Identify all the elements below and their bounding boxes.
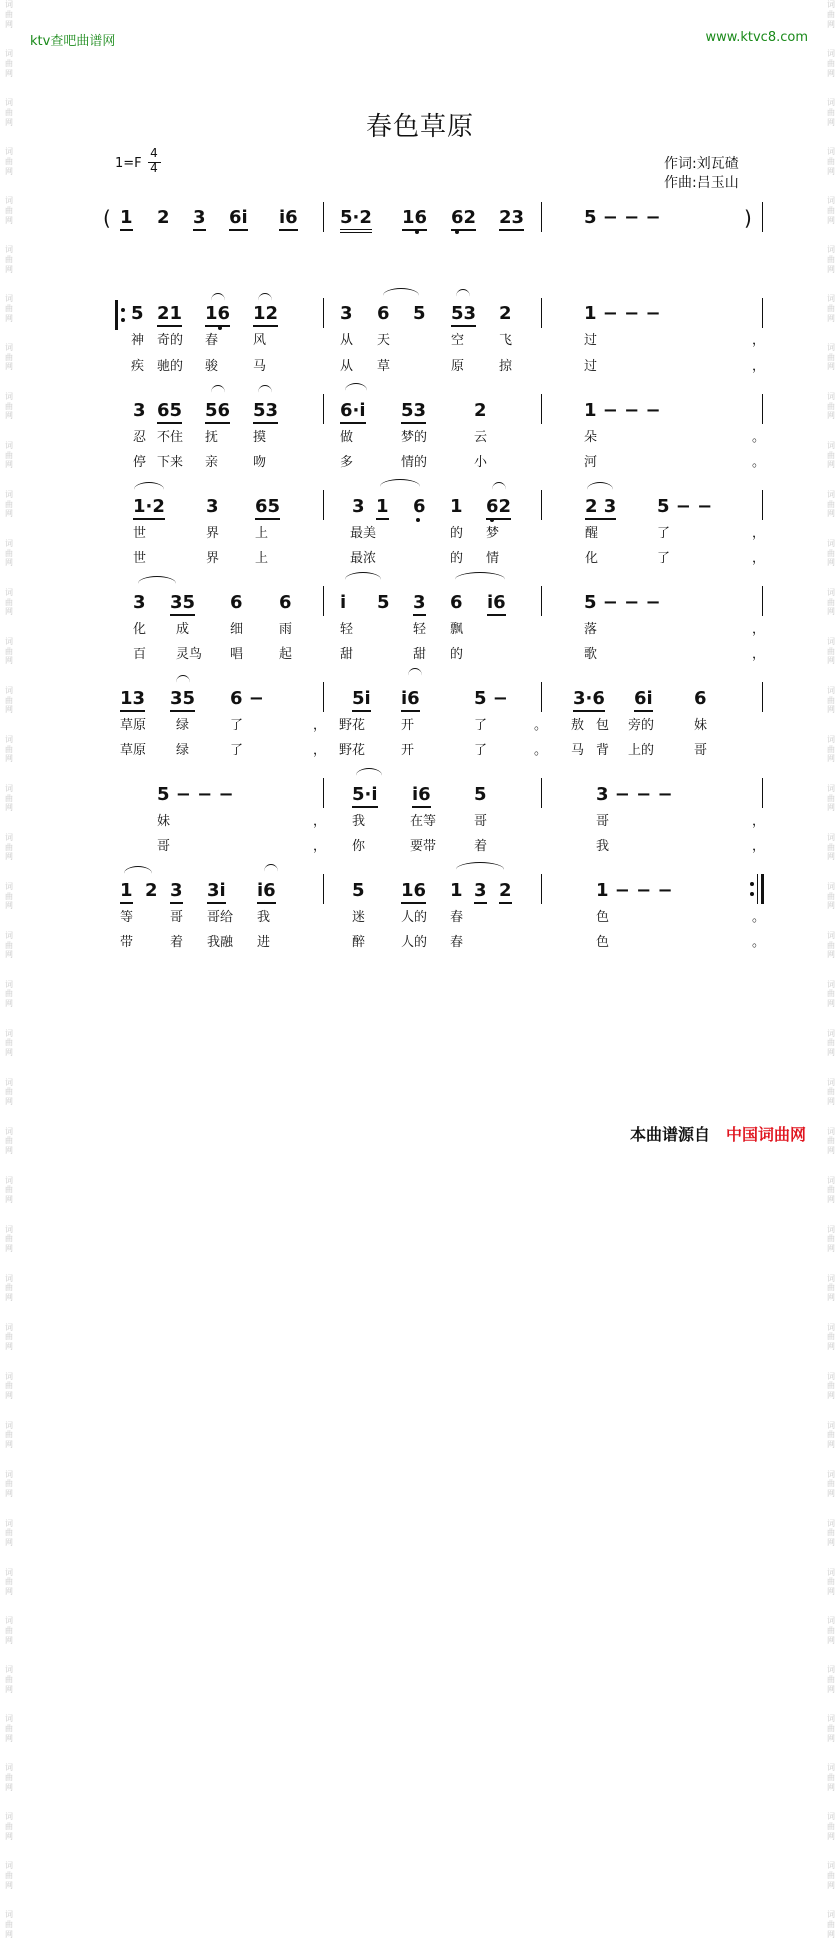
lyric: 野花 bbox=[339, 743, 366, 758]
note: 3i bbox=[207, 880, 226, 904]
lyric: 色 bbox=[596, 935, 610, 950]
note: 21 bbox=[157, 303, 182, 327]
lyric: 着 bbox=[170, 935, 184, 950]
header-site-url[interactable]: www.ktvc8.com bbox=[705, 30, 808, 45]
note: 5·i bbox=[352, 784, 378, 808]
note: 5 bbox=[131, 303, 144, 324]
lyric: 吻 bbox=[253, 455, 267, 470]
lyric: 等 bbox=[120, 910, 134, 925]
note: 62 bbox=[451, 207, 476, 231]
lyric: 飞 bbox=[499, 333, 513, 348]
note: 3 bbox=[413, 592, 426, 616]
lyric: 百 bbox=[133, 647, 147, 662]
lyric: 起 bbox=[279, 647, 293, 662]
lyric: 醉 bbox=[352, 935, 366, 950]
barline bbox=[541, 202, 542, 232]
lyric: 雨 bbox=[279, 622, 293, 637]
lyric: 界 bbox=[206, 551, 220, 566]
lyric: 春 bbox=[205, 333, 219, 348]
barline bbox=[541, 394, 542, 424]
lyric: 春 bbox=[450, 910, 464, 925]
lyric: 忍 bbox=[133, 430, 147, 445]
note: 6i bbox=[229, 207, 248, 231]
barline bbox=[323, 490, 324, 520]
lyric: 驰的 bbox=[157, 359, 184, 374]
lyric: 情 bbox=[486, 551, 500, 566]
lyric: 敖 bbox=[571, 718, 585, 733]
note: 5 − − − bbox=[584, 592, 661, 613]
lyric: 我融 bbox=[207, 935, 234, 950]
key-signature: 1=F bbox=[115, 156, 142, 171]
lyric: 世 bbox=[133, 551, 147, 566]
lyric: 界 bbox=[206, 526, 220, 541]
lyric: 奇的 bbox=[157, 333, 184, 348]
lyric: 。 bbox=[752, 935, 766, 950]
note: 62 bbox=[486, 496, 511, 520]
lyric: 。 bbox=[534, 718, 548, 733]
lyric: 了 bbox=[474, 743, 488, 758]
note: 6i bbox=[634, 688, 653, 712]
note: 5 bbox=[352, 880, 365, 901]
lyric: 马 bbox=[253, 359, 267, 374]
note: i bbox=[340, 592, 347, 613]
lyric: 骏 bbox=[205, 359, 219, 374]
lyric: 人的 bbox=[401, 910, 428, 925]
note: 1 − − − bbox=[596, 880, 673, 901]
note: 65 bbox=[255, 496, 280, 520]
lyric: ， bbox=[752, 647, 766, 662]
lyric: 。 bbox=[752, 455, 766, 470]
lyric: 哥 bbox=[694, 743, 708, 758]
lyric: 醒 bbox=[585, 526, 599, 541]
lyric: 下来 bbox=[157, 455, 184, 470]
note: 6 bbox=[279, 592, 292, 613]
note: 3 − − − bbox=[596, 784, 673, 805]
barline bbox=[762, 682, 763, 712]
note: 2 bbox=[499, 303, 512, 324]
lyric: 化 bbox=[585, 551, 599, 566]
note: i6 bbox=[487, 592, 506, 616]
lyric: 甜 bbox=[340, 647, 354, 662]
lyric: 草 bbox=[377, 359, 391, 374]
lyric: 梦的 bbox=[401, 430, 428, 445]
lyric: 了 bbox=[230, 743, 244, 758]
note: 3 bbox=[206, 496, 219, 517]
lyric: 云 bbox=[474, 430, 488, 445]
note: 3 bbox=[340, 303, 353, 324]
open-paren: ( bbox=[103, 206, 111, 230]
lyric: 梦 bbox=[486, 526, 500, 541]
lyric: 过 bbox=[584, 333, 598, 348]
lyric: 的 bbox=[450, 551, 464, 566]
lyric: 轻 bbox=[340, 622, 354, 637]
lyric: 开 bbox=[401, 718, 415, 733]
lyric: 。 bbox=[752, 910, 766, 925]
note: 5i bbox=[352, 688, 371, 712]
barline bbox=[541, 778, 542, 808]
lyric: 摸 bbox=[253, 430, 267, 445]
barline bbox=[541, 874, 542, 904]
lyric: 落 bbox=[584, 622, 598, 637]
note: 2 bbox=[157, 207, 170, 228]
lyric: 旁的 bbox=[628, 718, 655, 733]
lyric: 带 bbox=[120, 935, 134, 950]
lyric: 不住 bbox=[157, 430, 184, 445]
note: 2 bbox=[499, 880, 512, 904]
barline bbox=[762, 298, 763, 328]
note: 16 bbox=[401, 880, 426, 904]
lyric: ， bbox=[752, 839, 766, 854]
lyric: 空 bbox=[451, 333, 465, 348]
lyric: 绿 bbox=[176, 743, 190, 758]
lyric: ， bbox=[752, 814, 766, 829]
time-signature-bottom: 4 bbox=[150, 161, 158, 175]
lyric: 哥给 bbox=[207, 910, 234, 925]
note: 6 bbox=[450, 592, 463, 613]
lyric: 轻 bbox=[413, 622, 427, 637]
lyric: 我 bbox=[596, 839, 610, 854]
barline bbox=[323, 778, 324, 808]
lyric: 草原 bbox=[120, 743, 147, 758]
lyric: 灵鸟 bbox=[176, 647, 203, 662]
note: 5 − − bbox=[657, 496, 713, 517]
note: 5·2 bbox=[340, 207, 372, 233]
lyric: 了 bbox=[230, 718, 244, 733]
barline bbox=[541, 298, 542, 328]
lyric: 上 bbox=[255, 526, 269, 541]
note: i6 bbox=[401, 688, 420, 712]
lyric: 妹 bbox=[694, 718, 708, 733]
lyric: 野花 bbox=[339, 718, 366, 733]
note: 56 bbox=[205, 400, 230, 424]
right-watermark: 词 曲 网 词 曲 网 词 曲 网 词 曲 网 词 曲 网 词 曲 网 词 曲 网 词 曲 网 词 曲 网 词 曲 网 词 曲 网 词 曲 网 词 曲 网 词 曲 网 词 曲 网 词 曲 网 词 曲 网 词 曲 网 词 曲 网 词 曲 网 词 曲 网 词 曲 网 词 曲 网 词 曲 网 词 曲 网 词 曲 网 词 曲 网 词 曲 网 词 曲 网 词 曲 网 词 曲 网 词 曲 网 词 曲 网 词 曲 网 词 曲 网 词 曲 网 词 曲 网 词 曲 网 词 曲 网 词 曲 网 bbox=[827, 0, 835, 1939]
lyric: 成 bbox=[176, 622, 190, 637]
song-title: 春色草原 bbox=[365, 112, 474, 142]
lyric: 情的 bbox=[401, 455, 428, 470]
lyric: 歌 bbox=[584, 647, 598, 662]
lyric: ， bbox=[313, 839, 327, 854]
note: 2 bbox=[145, 880, 158, 901]
left-watermark: 词 曲 网 词 曲 网 词 曲 网 词 曲 网 词 曲 网 词 曲 网 词 曲 网 词 曲 网 词 曲 网 词 曲 网 词 曲 网 词 曲 网 词 曲 网 词 曲 网 词 曲 网 词 曲 网 词 曲 网 词 曲 网 词 曲 网 词 曲 网 词 曲 网 词 曲 网 词 曲 网 词 曲 网 词 曲 网 词 曲 网 词 曲 网 词 曲 网 词 曲 网 词 曲 网 词 曲 网 词 曲 网 词 曲 网 词 曲 网 词 曲 网 词 曲 网 词 曲 网 词 曲 网 词 曲 网 词 曲 网 bbox=[5, 0, 13, 1939]
lyric: 掠 bbox=[499, 359, 513, 374]
barline bbox=[762, 490, 763, 520]
lyric: 天 bbox=[377, 333, 391, 348]
note: 5 − − − bbox=[157, 784, 234, 805]
lyric: ， bbox=[752, 359, 766, 374]
lyric: 开 bbox=[401, 743, 415, 758]
lyric: ， bbox=[313, 814, 327, 829]
lyric: 亲 bbox=[205, 455, 219, 470]
lyric: 草原 bbox=[120, 718, 147, 733]
lyric: 原 bbox=[451, 359, 465, 374]
note: 3 bbox=[193, 207, 206, 231]
lyric: 疾 bbox=[131, 359, 145, 374]
lyric: 抚 bbox=[205, 430, 219, 445]
lyric: ， bbox=[313, 718, 327, 733]
lyric: ， bbox=[752, 551, 766, 566]
lyric: 进 bbox=[257, 935, 271, 950]
lyric: ， bbox=[752, 526, 766, 541]
footer-source bbox=[630, 1122, 806, 1145]
barline bbox=[323, 586, 324, 616]
lyric: 的 bbox=[450, 647, 464, 662]
barline bbox=[323, 394, 324, 424]
barline-end bbox=[762, 202, 763, 232]
lyric: ， bbox=[752, 333, 766, 348]
lyric: 朵 bbox=[584, 430, 598, 445]
barline bbox=[541, 682, 542, 712]
note: 13 bbox=[120, 688, 145, 712]
lyric: 化 bbox=[133, 622, 147, 637]
barline bbox=[762, 586, 763, 616]
note: 1 bbox=[120, 207, 133, 231]
lyric: 河 bbox=[584, 455, 598, 470]
barline bbox=[323, 682, 324, 712]
note: 16 bbox=[205, 303, 230, 327]
lyric: 在等 bbox=[410, 814, 437, 829]
lyric: 马 bbox=[571, 743, 585, 758]
note: 23 bbox=[499, 207, 524, 231]
lyric: 唱 bbox=[230, 647, 244, 662]
note: 5 − − − bbox=[584, 207, 661, 228]
lyric: 了 bbox=[474, 718, 488, 733]
lyric: 上的 bbox=[628, 743, 655, 758]
lyricist-credit: 作词:刘瓦碴 bbox=[664, 156, 739, 172]
lyric: 最浓 bbox=[350, 551, 377, 566]
lyric: 风 bbox=[253, 333, 267, 348]
note: 3 bbox=[133, 592, 146, 613]
note: 1 bbox=[450, 496, 463, 517]
lyric: 最美 bbox=[350, 526, 377, 541]
note: 1 bbox=[120, 880, 133, 904]
note: 35 bbox=[170, 592, 195, 616]
lyric: 背 bbox=[596, 743, 610, 758]
note: 5 − bbox=[474, 688, 508, 709]
note: 2 bbox=[474, 400, 487, 421]
note: 1 − − − bbox=[584, 400, 661, 421]
lyric: 过 bbox=[584, 359, 598, 374]
note: 53 bbox=[451, 303, 476, 327]
barline bbox=[323, 298, 324, 328]
lyric: ， bbox=[752, 622, 766, 637]
lyric: 从 bbox=[340, 333, 354, 348]
close-paren: ) bbox=[744, 206, 752, 230]
barline bbox=[541, 586, 542, 616]
note: 5 bbox=[413, 303, 426, 324]
lyric: 多 bbox=[340, 455, 354, 470]
repeat-end-thin bbox=[757, 874, 758, 904]
lyric: 。 bbox=[534, 743, 548, 758]
note: 3 bbox=[352, 496, 365, 517]
barline bbox=[323, 874, 324, 904]
lyric: 春 bbox=[450, 935, 464, 950]
lyric: 了 bbox=[657, 526, 671, 541]
note: 6 bbox=[230, 592, 243, 613]
note: 1·2 bbox=[133, 496, 165, 520]
note: 53 bbox=[253, 400, 278, 424]
note: i6 bbox=[412, 784, 431, 808]
time-signature bbox=[148, 146, 160, 176]
note: 12 bbox=[253, 303, 278, 327]
note: 6 − bbox=[230, 688, 264, 709]
time-signature-top: 4 bbox=[150, 146, 158, 160]
note: 3 bbox=[474, 880, 487, 904]
note: 6·i bbox=[340, 400, 366, 424]
note: 65 bbox=[157, 400, 182, 424]
note: 35 bbox=[170, 688, 195, 712]
barline bbox=[762, 394, 763, 424]
barline bbox=[541, 490, 542, 520]
lyric: 哥 bbox=[170, 910, 184, 925]
lyric: 我 bbox=[352, 814, 366, 829]
header-site-name[interactable]: ktv查吧曲谱网 bbox=[30, 34, 116, 49]
note: i6 bbox=[257, 880, 276, 904]
composer-credit: 作曲:吕玉山 bbox=[664, 175, 739, 191]
repeat-start bbox=[115, 300, 118, 330]
note: 6 bbox=[413, 496, 426, 517]
note: 3 bbox=[170, 880, 183, 904]
repeat-end-thick bbox=[761, 874, 764, 904]
barline bbox=[323, 202, 324, 232]
lyric: 做 bbox=[340, 430, 354, 445]
lyric: 停 bbox=[133, 455, 147, 470]
lyric: 神 bbox=[131, 333, 145, 348]
lyric: 从 bbox=[340, 359, 354, 374]
footer-brand-link[interactable]: 中国词曲网 bbox=[725, 1125, 806, 1144]
lyric: 人的 bbox=[401, 935, 428, 950]
lyric: 飘 bbox=[450, 622, 464, 637]
note: 16 bbox=[402, 207, 427, 231]
note: 53 bbox=[401, 400, 426, 424]
lyric: 小 bbox=[474, 455, 488, 470]
lyric: 哥 bbox=[157, 839, 171, 854]
note: 1 bbox=[450, 880, 463, 901]
lyric: 哥 bbox=[596, 814, 610, 829]
lyric: 。 bbox=[752, 430, 766, 445]
lyric: 了 bbox=[657, 551, 671, 566]
lyric: 哥 bbox=[474, 814, 488, 829]
lyric: 上 bbox=[255, 551, 269, 566]
note: 1 bbox=[376, 496, 389, 520]
note: 3·6 bbox=[573, 688, 605, 712]
note: 5 bbox=[377, 592, 390, 613]
note: 3 bbox=[133, 400, 146, 421]
barline bbox=[762, 778, 763, 808]
lyric: 我 bbox=[257, 910, 271, 925]
note: i6 bbox=[279, 207, 298, 231]
note: 5 bbox=[474, 784, 487, 805]
lyric: 你 bbox=[352, 839, 366, 854]
lyric: 着 bbox=[474, 839, 488, 854]
lyric: 要带 bbox=[410, 839, 437, 854]
lyric: 世 bbox=[133, 526, 147, 541]
lyric: 迷 bbox=[352, 910, 366, 925]
lyric: 色 bbox=[596, 910, 610, 925]
lyric: 绿 bbox=[176, 718, 190, 733]
lyric: ， bbox=[313, 743, 327, 758]
lyric: 甜 bbox=[413, 647, 427, 662]
lyric: 细 bbox=[230, 622, 244, 637]
lyric: 包 bbox=[596, 718, 610, 733]
note: 6 bbox=[694, 688, 707, 709]
note: 6 bbox=[377, 303, 390, 324]
note: 1 − − − bbox=[584, 303, 661, 324]
lyric: 的 bbox=[450, 526, 464, 541]
lyric: 妹 bbox=[157, 814, 171, 829]
footer-text: 本曲谱源自 bbox=[629, 1125, 710, 1144]
note: 2 3 bbox=[585, 496, 616, 520]
